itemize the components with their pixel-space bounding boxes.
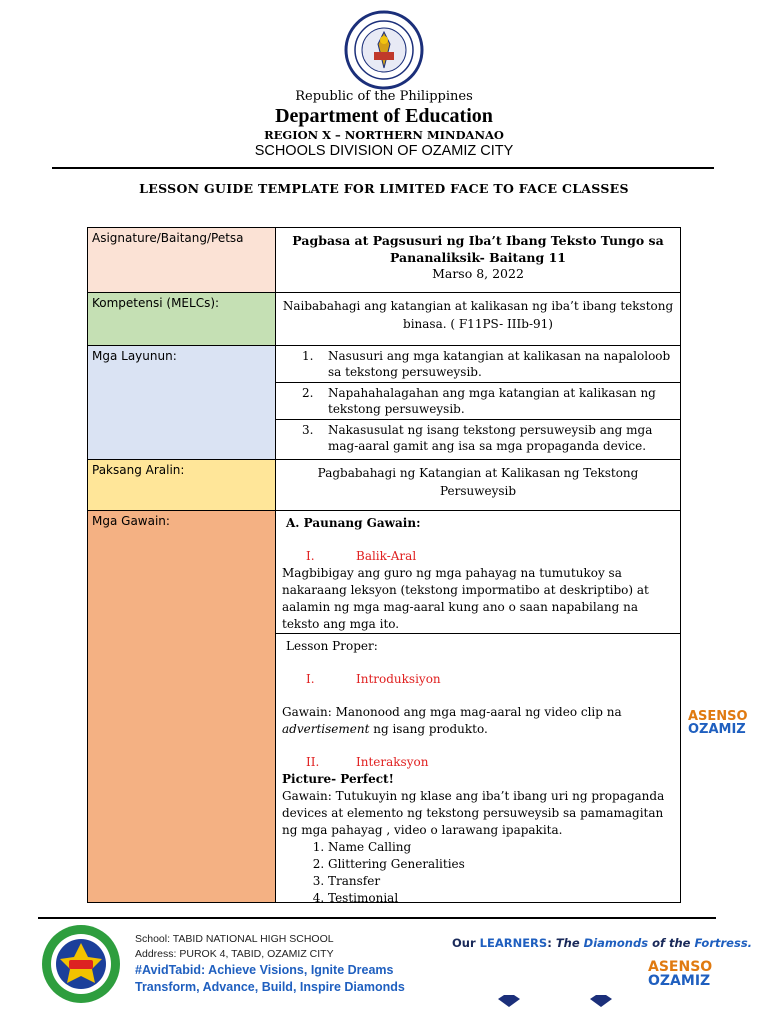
gawain-emphasis: advertisement: [282, 722, 370, 736]
address-line: [135, 947, 405, 962]
deped-seal-icon: [344, 10, 424, 90]
objective-item: [276, 420, 680, 456]
gawain-introduksiyon: [282, 704, 674, 738]
hashtag: #AvidTabid:: [135, 963, 206, 977]
logo-line: [648, 974, 712, 988]
logo-word: ASENSO: [688, 709, 748, 724]
competency-cell: [276, 293, 681, 346]
motto-word: Inspire: [299, 980, 341, 994]
balik-aral-heading: [282, 548, 674, 565]
school-info: [135, 932, 405, 996]
tagline-part: LEARNERS: [479, 936, 548, 950]
tagline-part: Fortress.: [694, 936, 753, 950]
objective-text: Nasusuri ang mga katangian at kalikasan na napaloloob sa tekstong persuweysib.: [328, 349, 671, 379]
asenso-ozamiz-logo: [688, 710, 760, 736]
objective-text: Napahahalagahan ang mga katangian at kalikasan ng tekstong persuweysib.: [328, 386, 656, 416]
activities-cell: [276, 511, 681, 903]
objective-number: 3.: [302, 423, 314, 437]
roman-numeral: I.: [306, 672, 315, 686]
gawain-text: ng isang produkto.: [369, 722, 488, 736]
lesson-guide-table: [87, 227, 681, 903]
department-title: Department of Education: [275, 105, 493, 127]
school-label: School:: [135, 933, 171, 945]
logo-line: [648, 960, 712, 974]
list-item: 1. Name Calling: [328, 839, 674, 856]
region-text: REGION X – NORTHERN MINDANAO: [264, 128, 504, 142]
subject-cell: [276, 228, 681, 293]
logo-word: OZAMIZ: [648, 973, 711, 989]
logo-word: OZAMIZ: [688, 722, 746, 737]
topic-text: Pagbabahagi ng Katangian at Kalikasan ng Tekstong Persuweysib: [317, 466, 639, 498]
lesson-proper-activities: [276, 634, 680, 905]
tagline-part: Diamonds: [583, 936, 649, 950]
header-divider: [52, 167, 714, 169]
row-label-paksa: Paksang Aralin:: [88, 460, 276, 511]
lesson-date: Marso 8, 2022: [432, 266, 524, 281]
objective-number: 1.: [302, 349, 314, 363]
row-label-gawain: Mga Gawain:: [88, 511, 276, 903]
table-row: [88, 346, 681, 460]
motto-line-2: [135, 979, 405, 996]
address-text: PUROK 4, TABID, OZAMIZ CITY: [179, 948, 334, 960]
list-item: 3. Transfer: [328, 873, 674, 890]
objectives-cell: [276, 346, 681, 460]
republic-text: Republic of the Philippines: [295, 89, 473, 104]
preliminary-activities: [276, 511, 680, 634]
motto-word: Transform,: [135, 980, 200, 994]
motto-word: Dreams: [347, 963, 394, 977]
footer-tagline: [452, 936, 752, 950]
division-text: SCHOOLS DIVISION OF OZAMIZ CITY: [254, 143, 514, 159]
roman-numeral: II.: [306, 755, 320, 769]
address-label: Address:: [135, 948, 177, 960]
introduksiyon-heading: [282, 671, 674, 688]
tagline-part: Our: [452, 936, 480, 950]
diamond-icon: [496, 994, 522, 1008]
motto-word: Ignite: [310, 963, 345, 977]
school-name: TABID NATIONAL HIGH SCHOOL: [172, 933, 334, 945]
propaganda-device-list: [282, 839, 674, 907]
gawain-interaksyon: Gawain: Tutukuyin ng klase ang iba’t ibang uri ng propaganda devices at elemento ng tekstong persuweysib sa pamamagitan ng mga pahayag , video o larawang ipapakita.: [282, 789, 665, 837]
motto-word: Achieve: [208, 963, 257, 977]
table-row: [88, 228, 681, 293]
balik-aral-text: Magbibigay ang guro ng mga pahayag na tumutukoy sa nakaraang leksyon (tekstong impormatibo at deskriptibo) at aalamin ng mga mag-aaral kung ano o saan napabilang na teksto ang mga ito.: [282, 566, 649, 631]
tagline-part: The: [555, 936, 584, 950]
lesson-proper-heading: Lesson Proper:: [286, 639, 378, 653]
diamond-icon: [588, 994, 614, 1008]
motto-word: Build,: [261, 980, 297, 994]
tagline-part: :: [547, 936, 556, 950]
motto-line-1: [135, 962, 405, 979]
section-title: Balik-Aral: [356, 549, 417, 563]
motto-word: Diamonds: [344, 980, 405, 994]
section-title: Introduksiyon: [356, 672, 441, 686]
list-item: 2. Glittering Generalities: [328, 856, 674, 873]
school-line: [135, 932, 405, 947]
table-row: [88, 293, 681, 346]
school-seal-icon: [40, 923, 122, 1005]
asenso-ozamiz-footer-logo: [648, 960, 712, 988]
interaksyon-heading: [282, 754, 674, 771]
subject-title: Pagbasa at Pagsusuri ng Iba’t Ibang Teksto Tungo sa Pananaliksik- Baitang 11: [292, 233, 664, 265]
row-label-layunin: Mga Layunun:: [88, 346, 276, 460]
topic-cell: [276, 460, 681, 511]
gawain-text: Gawain: Manonood ang mga mag-aaral ng video clip na: [282, 705, 622, 719]
list-item: 4. Testimonial: [328, 890, 674, 907]
motto-word: Visions,: [259, 963, 308, 977]
objective-text: Nakasusulat ng isang tekstong persuweysib ang mga mag-aaral gamit ang isa sa mga propaganda device.: [328, 423, 653, 453]
motto-word: Advance,: [202, 980, 259, 994]
picture-perfect-title: Picture- Perfect!: [282, 772, 394, 786]
tagline-part: of the: [648, 936, 695, 950]
table-row: [88, 511, 681, 903]
footer-divider: [38, 917, 716, 919]
part-a-heading: A. Paunang Gawain:: [286, 516, 421, 530]
row-label-asignature: Asignature/Baitang/Petsa: [88, 228, 276, 293]
logo-line: [688, 723, 760, 736]
competency-text: Naibabahagi ang katangian at kalikasan ng iba’t ibang tekstong binasa. ( F11PS- IIIb-91): [282, 299, 674, 331]
objective-number: 2.: [302, 386, 314, 400]
objective-item: [276, 346, 680, 383]
section-title: Interaksyon: [356, 755, 429, 769]
objective-item: [276, 383, 680, 420]
logo-word: ASENSO: [648, 959, 713, 975]
document-title: LESSON GUIDE TEMPLATE FOR LIMITED FACE TO FACE CLASSES: [139, 181, 629, 196]
table-row: [88, 460, 681, 511]
row-label-kompetensi: Kompetensi (MELCs):: [88, 293, 276, 346]
roman-numeral: I.: [306, 549, 315, 563]
